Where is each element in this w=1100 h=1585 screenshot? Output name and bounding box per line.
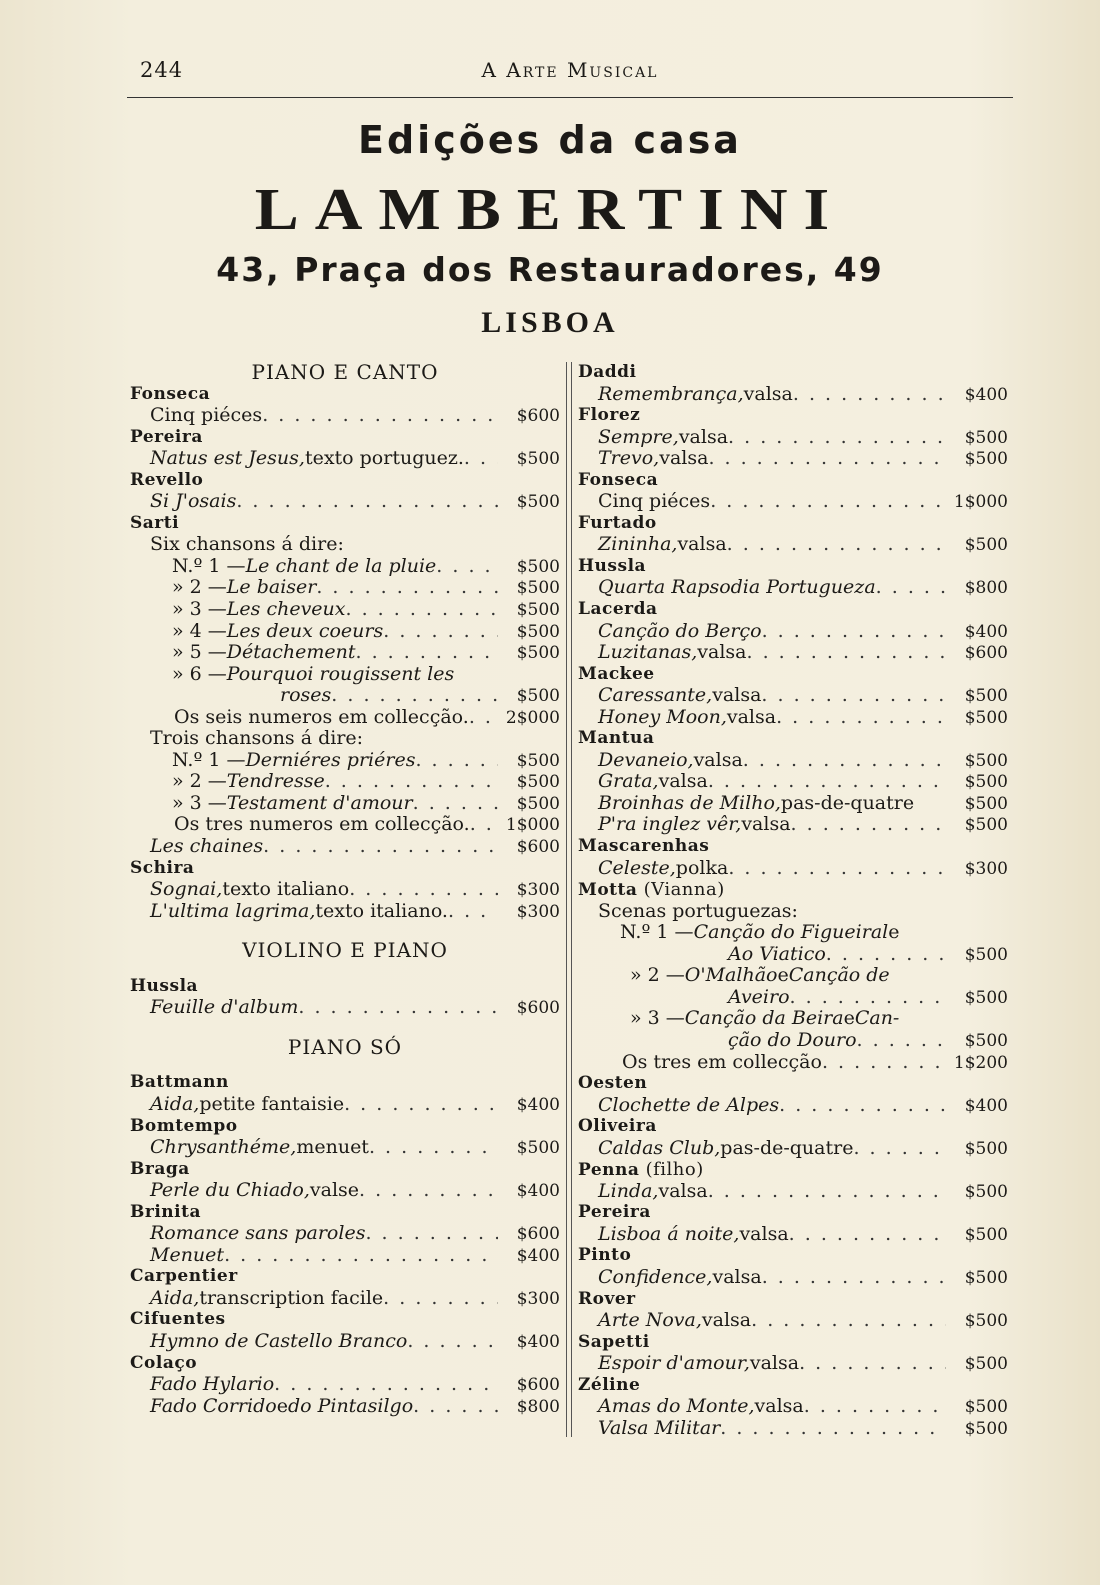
- catalog-entry: [130, 879, 560, 901]
- catalog-entry: [130, 750, 560, 772]
- composer-name: Sapetti: [578, 1331, 650, 1352]
- column-divider: [566, 362, 567, 1437]
- entry-title: Aida,: [150, 1093, 200, 1115]
- entry-price: $500: [964, 1397, 1008, 1418]
- entry-price: $500: [964, 1418, 1008, 1439]
- journal-title: A Arte Musical: [481, 58, 659, 82]
- entry-title: Tendresse: [226, 771, 325, 793]
- entry-title: Si J'osais: [150, 491, 237, 513]
- entry-title: Aveiro: [728, 986, 790, 1008]
- entry-title: Canção do Berço: [598, 620, 762, 642]
- catalog-entry: [578, 621, 1008, 643]
- entry-price: $500: [964, 707, 1008, 728]
- entry-desc: valsa: [693, 749, 743, 771]
- entry-number: » 3 —: [172, 792, 227, 814]
- composer-name: Cifuentes: [130, 1309, 226, 1330]
- composer-name: Carpentier: [130, 1266, 238, 1287]
- collection-heading: Six chansons á dire:: [150, 533, 344, 556]
- entry-title: Honey Moon,: [598, 706, 727, 728]
- entry-desc: texto portuguez.: [304, 448, 464, 470]
- entry-number: » 3 —: [630, 1008, 685, 1030]
- catalog-entry: [578, 534, 1008, 556]
- entry-title: Pourquoi rougissent les: [226, 663, 455, 685]
- entry-price: $500: [516, 578, 560, 599]
- entry-price: $800: [964, 578, 1008, 599]
- entry-price: $500: [964, 535, 1008, 556]
- entry-title: Aida,: [150, 1287, 200, 1309]
- entry-price: $500: [964, 987, 1008, 1008]
- catalog-entry: [578, 750, 1008, 772]
- entry-title: Feuille d'album: [150, 997, 299, 1019]
- entry-title: Luzitanas,: [598, 642, 698, 664]
- entry-price: $600: [516, 406, 560, 427]
- catalog-entry: [130, 685, 560, 707]
- entry-price: $600: [516, 1224, 560, 1245]
- catalog-entry: [578, 1095, 1008, 1117]
- entry-price: $400: [516, 1094, 560, 1115]
- entry-title: Valsa Militar: [598, 1417, 721, 1439]
- catalog-entry: [578, 858, 1008, 880]
- entry-desc: pas-de-quatre: [720, 1137, 854, 1159]
- entry-number: » 6 —: [172, 663, 227, 685]
- catalog-entry: [130, 793, 560, 815]
- entry-title: Os tres em collecção: [622, 1051, 822, 1073]
- section-heading: PIANO E CANTO: [251, 360, 439, 384]
- entry-desc: e: [777, 965, 789, 987]
- composer-name: Oesten: [578, 1073, 648, 1094]
- entry-desc: e: [276, 1395, 288, 1417]
- entry-price: $400: [964, 1095, 1008, 1116]
- entry-desc: valsa: [658, 771, 708, 793]
- entry-price: $600: [516, 998, 560, 1019]
- entry-price: 2$000: [505, 707, 560, 728]
- entry-price: $300: [964, 858, 1008, 879]
- entry-title: Romance sans paroles: [150, 1223, 366, 1245]
- entry-title: L'ultima lagrima,: [150, 900, 316, 922]
- entry-price: $400: [964, 621, 1008, 642]
- entry-desc: valsa: [726, 706, 777, 728]
- title-editions: Edições da casa: [358, 118, 742, 162]
- entry-price: $500: [964, 1224, 1008, 1245]
- entry-price: $500: [516, 556, 560, 577]
- entry-title: Canção de: [788, 965, 890, 987]
- catalog-entry: [130, 997, 560, 1019]
- collection-heading: Trois chansons á dire:: [150, 727, 364, 750]
- entry-desc: petite fantaisie: [199, 1093, 345, 1115]
- catalog-entry: [130, 1180, 560, 1202]
- composer-name: Pereira: [578, 1202, 651, 1223]
- entry-desc: valsa: [677, 534, 727, 556]
- entry-price: $300: [516, 901, 560, 922]
- entry-price: $600: [516, 837, 560, 858]
- entry-price: $600: [964, 643, 1008, 664]
- catalog-entry: [578, 1224, 1008, 1246]
- composer-name: Pereira: [130, 426, 203, 447]
- catalog-entry: [130, 577, 560, 599]
- entry-desc: valsa: [697, 642, 747, 664]
- entry-price: $500: [516, 686, 560, 707]
- entry-number: N.º 1 —: [172, 749, 246, 771]
- entry-number: N.º 1 —: [172, 555, 246, 577]
- entry-desc: e: [888, 922, 900, 944]
- title-address: 43, Praça dos Restauradores, 49: [216, 250, 884, 289]
- entry-title: Broinhas de Milho,: [598, 792, 781, 814]
- entry-price: $500: [964, 750, 1008, 771]
- composer-name: Colaço: [130, 1352, 198, 1373]
- entry-desc: texto italiano.: [315, 900, 448, 922]
- entry-price: $500: [516, 793, 560, 814]
- composer-surname: Penna: [578, 1160, 640, 1181]
- catalog-entry: [578, 1008, 1008, 1030]
- entry-price: $300: [516, 1288, 560, 1309]
- catalog-entry: [130, 1396, 560, 1418]
- composer-name: Fonseca: [130, 383, 211, 404]
- entry-price: $500: [516, 449, 560, 470]
- entry-title: Linda,: [598, 1180, 659, 1202]
- entry-price: $500: [516, 600, 560, 621]
- entry-number: » 4 —: [172, 620, 227, 642]
- entry-price: $800: [516, 1396, 560, 1417]
- entry-title: Le chant de la pluie: [245, 555, 437, 577]
- entry-title: Arte Nova,: [598, 1310, 702, 1332]
- entry-title: Natus est Jesus,: [150, 448, 305, 470]
- entry-title: Remembrança,: [598, 383, 744, 405]
- entry-title: Espoir d'amour,: [598, 1353, 750, 1375]
- section-heading: VIOLINO E PIANO: [242, 938, 448, 963]
- entry-desc: valsa: [658, 1180, 708, 1202]
- catalog-entry: [130, 642, 560, 664]
- entry-price: $500: [964, 815, 1008, 836]
- composer-name: Zéline: [578, 1374, 641, 1395]
- entry-title: Caldas Club,: [598, 1137, 721, 1159]
- entry-title: Confidence,: [598, 1266, 713, 1288]
- entry-title: Chrysanthéme,: [150, 1137, 297, 1159]
- entry-title: ção do Douro: [728, 1029, 857, 1051]
- entry-title: Détachement: [226, 642, 356, 664]
- catalog-entry: [578, 642, 1008, 664]
- catalog-entry: [130, 771, 560, 793]
- entry-title: Perle du Chiado,: [150, 1180, 310, 1202]
- catalog-entry: [578, 1353, 1008, 1375]
- entry-desc: valsa: [743, 383, 793, 405]
- composer-name: [578, 1159, 1008, 1181]
- entry-desc: valsa: [678, 426, 729, 448]
- catalog-entry: [578, 491, 1008, 513]
- entry-price: $500: [964, 1267, 1008, 1288]
- entry-price: $500: [516, 750, 560, 771]
- catalog-entry: [578, 965, 1008, 987]
- entry-title: Canção da Beira: [684, 1008, 844, 1030]
- entry-price: 1$000: [505, 815, 560, 836]
- catalog-entry: [130, 1137, 560, 1159]
- title-publisher: LAMBERTINI: [254, 176, 846, 243]
- entry-desc: valsa: [712, 1266, 762, 1288]
- composer-qualifier: (filho): [639, 1159, 704, 1181]
- entry-title: Ao Viatico: [728, 943, 826, 965]
- entry-price: 1$200: [953, 1052, 1008, 1073]
- catalog-entry: [578, 987, 1008, 1009]
- entry-desc: transcription facile: [199, 1287, 384, 1309]
- catalog-entry: [130, 491, 560, 513]
- composer-name: Battmann: [130, 1072, 229, 1093]
- entry-desc: menuet: [296, 1137, 369, 1159]
- entry-price: $500: [516, 492, 560, 513]
- entry-number: » 2 —: [630, 965, 685, 987]
- entry-title: Quarta Rapsodia Portugueza: [598, 577, 876, 599]
- catalog-entry: [130, 1223, 560, 1245]
- right-column: [578, 362, 1008, 1439]
- composer-name: Oliveira: [578, 1116, 657, 1137]
- entry-price: $500: [964, 1181, 1008, 1202]
- entry-title: Testament d'amour: [226, 792, 413, 814]
- header-rule: [127, 97, 1013, 98]
- entry-title: Les deux coeurs: [226, 620, 384, 642]
- entry-title: P'ra inglez vêr,: [598, 814, 742, 836]
- catalog-entry: [130, 405, 560, 427]
- composer-name: Bomtempo: [130, 1115, 238, 1136]
- entry-title: Les chaines: [150, 836, 264, 858]
- entry-title: Cinq piéces: [598, 491, 711, 513]
- catalog-entry: [130, 1374, 560, 1396]
- catalog-entry: [130, 556, 560, 578]
- entry-price: $500: [516, 1138, 560, 1159]
- catalog-entry: [578, 922, 1008, 944]
- composer-name: Rover: [578, 1288, 636, 1309]
- entry-price: $500: [516, 772, 560, 793]
- entry-desc: valsa: [749, 1353, 800, 1375]
- left-column: [130, 362, 560, 1417]
- composer-name: Fonseca: [578, 469, 659, 490]
- column-divider-inner: [571, 362, 572, 1437]
- entry-desc: valsa: [659, 448, 709, 470]
- catalog-entry: [130, 599, 560, 621]
- catalog-entry: [130, 814, 560, 836]
- running-header: [140, 58, 1000, 90]
- entry-title: Trevo,: [598, 448, 660, 470]
- catalog-entry: [130, 1094, 560, 1116]
- entry-title: Canção do Figueiral: [693, 922, 889, 944]
- catalog-entry: [578, 1030, 1008, 1052]
- entry-price: $500: [964, 772, 1008, 793]
- catalog-entry: [578, 1181, 1008, 1203]
- catalog-entry: [578, 944, 1008, 966]
- entry-price: $500: [964, 1030, 1008, 1051]
- entry-price: $400: [516, 1181, 560, 1202]
- entry-price: $500: [964, 944, 1008, 965]
- catalog-entry: [578, 577, 1008, 599]
- entry-price: $300: [516, 880, 560, 901]
- composer-name: Daddi: [578, 362, 637, 382]
- composer-name: Furtado: [578, 512, 657, 533]
- entry-title: Menuet: [150, 1244, 225, 1266]
- entry-title: Les cheveux: [226, 599, 346, 621]
- entry-desc: valsa: [701, 1310, 752, 1332]
- catalog-entry: [130, 664, 560, 686]
- catalog-entry: [578, 1310, 1008, 1332]
- catalog-entry: [130, 1331, 560, 1353]
- catalog-entry: [578, 1396, 1008, 1418]
- entry-price: $500: [964, 1138, 1008, 1159]
- composer-name: [578, 879, 1008, 901]
- entry-desc: valsa: [739, 1223, 789, 1245]
- entry-title: roses: [280, 685, 332, 707]
- entry-price: $500: [964, 449, 1008, 470]
- entry-title: O'Malhão: [684, 965, 778, 987]
- entry-price: $400: [964, 384, 1008, 405]
- composer-name: Pinto: [578, 1245, 632, 1266]
- entry-title: Devaneio,: [598, 749, 694, 771]
- collection-heading: Scenas portuguezas:: [598, 899, 798, 922]
- entry-title: Sempre,: [598, 426, 679, 448]
- entry-price: $400: [516, 1331, 560, 1352]
- entry-number: N.º 1 —: [620, 922, 694, 944]
- entry-desc: valse: [309, 1180, 360, 1202]
- entry-number: » 3 —: [172, 599, 227, 621]
- catalog-entry: [578, 1267, 1008, 1289]
- catalog-entry: [578, 771, 1008, 793]
- entry-title: Zininha,: [598, 534, 678, 556]
- entry-desc: valsa: [741, 814, 791, 836]
- catalog-entry: [130, 836, 560, 858]
- entry-price: $400: [516, 1245, 560, 1266]
- composer-name: Sarti: [130, 512, 180, 533]
- composer-name: Lacerda: [578, 599, 658, 620]
- composer-name: Mackee: [578, 663, 655, 684]
- entry-desc: polka: [675, 857, 729, 879]
- entry-title: Fado Corrido: [150, 1395, 277, 1417]
- entry-title: Fado Hylario: [150, 1374, 275, 1396]
- catalog-entry: [130, 621, 560, 643]
- catalog-entry: [130, 1288, 560, 1310]
- catalog-entry: [130, 707, 560, 729]
- composer-name: Braga: [130, 1158, 190, 1179]
- entry-price: $500: [516, 643, 560, 664]
- composer-name: Florez: [578, 405, 641, 426]
- title-city: LISBOA: [481, 306, 619, 339]
- entry-desc: texto italiano: [222, 879, 350, 901]
- entry-price: $500: [516, 621, 560, 642]
- catalog-entry: [578, 1052, 1008, 1074]
- catalog-entry: [578, 707, 1008, 729]
- entry-title: Celeste,: [598, 857, 676, 879]
- entry-title: Os tres numeros em collecção.: [174, 814, 470, 836]
- catalog-entry: [578, 793, 1008, 815]
- entry-title: Hymno de Castello Branco: [150, 1330, 408, 1352]
- entry-desc: pas-de-quatre: [780, 792, 915, 814]
- composer-name: Revello: [130, 469, 204, 490]
- entry-title: Sognai,: [150, 879, 223, 901]
- catalog-entry: [578, 1138, 1008, 1160]
- composer-name: Hussla: [578, 555, 647, 576]
- composer-qualifier: (Vianna): [637, 879, 725, 901]
- entry-price: $500: [964, 686, 1008, 707]
- entry-title: Can-: [854, 1008, 900, 1030]
- entry-price: $500: [964, 1354, 1008, 1375]
- catalog-entry: [578, 384, 1008, 406]
- catalog-entry: [130, 1245, 560, 1267]
- entry-price: $500: [964, 793, 1008, 814]
- entry-price: $500: [964, 427, 1008, 448]
- entry-title: Caressante,: [598, 685, 713, 707]
- section-heading: PIANO SÓ: [287, 1034, 403, 1059]
- entry-title: Amas do Monte,: [598, 1396, 755, 1418]
- entry-title: Le baiser: [226, 577, 317, 599]
- catalog-entry: [130, 448, 560, 470]
- catalog-entry: [578, 685, 1008, 707]
- entry-number: » 2 —: [172, 771, 227, 793]
- entry-title: do Pintasilgo: [287, 1395, 414, 1417]
- entry-price: 1$000: [953, 492, 1008, 513]
- entry-desc: valsa: [712, 685, 762, 707]
- composer-name: Mantua: [578, 728, 655, 749]
- catalog-entry: [578, 448, 1008, 470]
- catalog-entry: [578, 814, 1008, 836]
- composer-name: Brinita: [130, 1201, 201, 1222]
- entry-number: » 5 —: [172, 642, 227, 664]
- entry-title: Grata,: [598, 771, 659, 793]
- catalog-entry: [578, 1418, 1008, 1440]
- entry-desc: valsa: [754, 1396, 804, 1418]
- entry-desc: e: [843, 1008, 855, 1030]
- entry-number: » 2 —: [172, 577, 227, 599]
- composer-surname: Motta: [578, 880, 638, 901]
- page-number: 244: [140, 58, 184, 82]
- entry-price: $600: [516, 1375, 560, 1396]
- composer-name: Hussla: [130, 975, 199, 996]
- catalog-entry: [130, 901, 560, 923]
- entry-title: Clochette de Alpes: [598, 1094, 780, 1116]
- entry-title: Os seis numeros em collecção.: [174, 706, 469, 728]
- entry-title: Derniéres priéres: [245, 749, 416, 771]
- composer-name: Mascarenhas: [578, 836, 710, 857]
- catalog-entry: [578, 427, 1008, 449]
- entry-price: $500: [964, 1311, 1008, 1332]
- composer-name: Schira: [130, 857, 195, 878]
- entry-title: Lisboa á noite,: [598, 1223, 740, 1245]
- entry-title: Cinq piéces: [150, 405, 263, 427]
